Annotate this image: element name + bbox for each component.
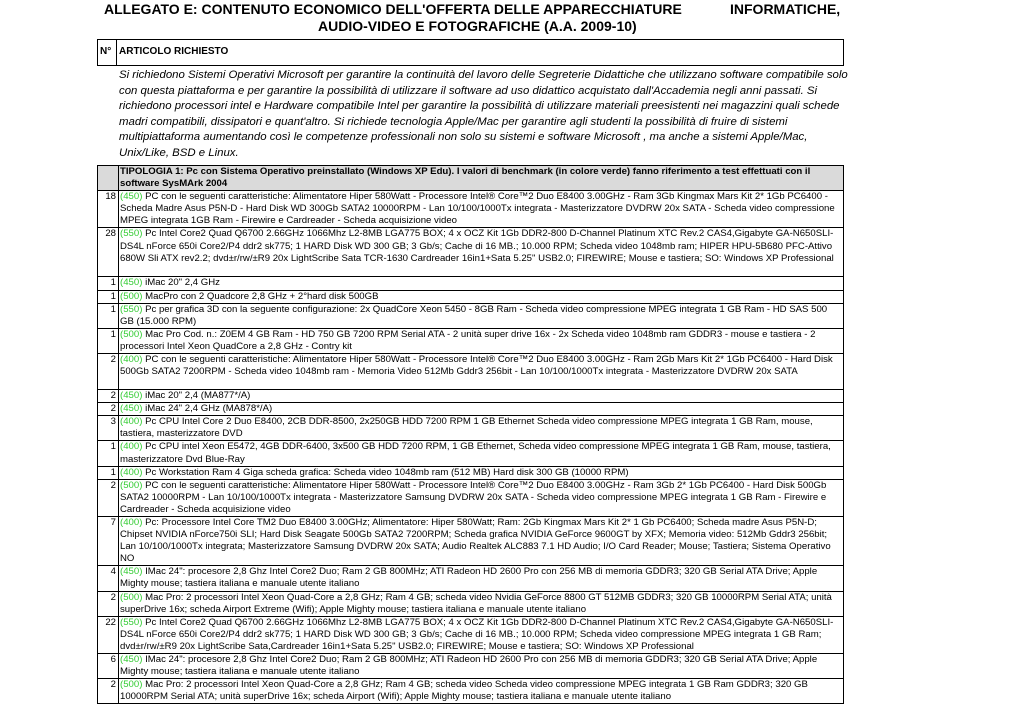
row-description	[119, 616, 844, 653]
row-description	[119, 479, 844, 516]
row-description	[119, 591, 844, 616]
header-number: N°	[98, 40, 117, 65]
description-text: iMac 24" 2,4 GHz (MA878*/A)	[145, 403, 273, 415]
benchmark-value: (500)	[120, 328, 143, 340]
benchmark-value: (400)	[120, 466, 143, 478]
row-quantity: 6	[98, 654, 119, 679]
description-text: Pc: Processore Intel Core TM2 Duo E8400 3.00GHz; Alimentatore: Hiper 580Watt; Ram: 2Gb Kingmax Mars Kit 2* 1 Gb PC6400; Scheda madre Asus P5N-D; Chipset NVIDIA nForce750i SLI; Hard Disk Seagate 500Gb SATA2 7200RPM; Scheda grafica NVIDIA GeForce 9600GT by XFX; Memoria video: 512Mb Gddr3 256bit; Lan 10/100/1000Tx integrata; Masterizzatore Samsung DVDRW 20x SATA; Audio Realtek ALC883 7.1 HD Audio; I/O Card Reader; Mouse; Tastiera; Sistema Operativo NO	[120, 516, 831, 565]
table-row	[98, 479, 844, 516]
description-text: iMac 20" 2,4 GHz	[145, 277, 220, 289]
row-description	[119, 403, 844, 416]
table-row	[98, 566, 844, 591]
row-quantity: 2	[98, 390, 119, 403]
row-description	[119, 654, 844, 679]
row-quantity: 2	[98, 354, 119, 390]
items-table	[97, 165, 844, 704]
row-quantity: 1	[98, 290, 119, 303]
table-row	[98, 354, 844, 390]
description-text: Pc CPU intel Xeon E5472, 4GB DDR-6400, 3x500 GB HDD 7200 RPM, 1 GB Ethernet, Scheda video compressione MPEG integrata 1 GB Ram, mouse, tastiera, masterizzatore Dvd Blue-Ray	[120, 441, 831, 465]
benchmark-value: (500)	[120, 679, 143, 691]
row-quantity: 1	[98, 277, 119, 290]
row-quantity: 7	[98, 516, 119, 565]
tipologia-text: TIPOLOGIA 1: Pc con Sistema Operativo preinstallato (Windows XP Edu). I valori di benchmark (in colore verde) fanno riferimento a test effettuati con il software SysMArk 2004	[119, 166, 844, 191]
table-row	[98, 403, 844, 416]
benchmark-value: (500)	[120, 290, 143, 302]
table-row	[98, 441, 844, 466]
table-row	[98, 277, 844, 290]
table-row	[98, 390, 844, 403]
row-description	[119, 228, 844, 277]
table-row	[98, 290, 844, 303]
title-line1-end: INFORMATICHE,	[730, 1, 841, 17]
row-description	[119, 466, 844, 479]
table-row	[98, 416, 844, 441]
description-text: PC con le seguenti caratteristiche: Alimentatore Hiper 580Watt - Processore Intel® Core™2 Duo E8400 3.00GHz - Ram 3Gb 2* 1Gb PC6400 - Hard Disk 500Gb SATA2 10000RPM - Lan 10/100/1000Tx integrata - Masterizzatore Samsung DVDRW 20x SATA - Scheda video compressione MPEG integrata 1 GB Ram - Firewire e Cardreader - Scheda acquisizione video	[120, 479, 827, 515]
row-quantity: 1	[98, 303, 119, 328]
row-quantity: 1	[98, 441, 119, 466]
table-row	[98, 616, 844, 653]
benchmark-value: (500)	[120, 591, 143, 603]
title-line2: AUDIO-VIDEO E FOTOGRAFICHE (A.A. 2009-10)	[318, 18, 637, 34]
benchmark-value: (550)	[120, 228, 143, 240]
row-quantity: 4	[98, 566, 119, 591]
row-description	[119, 416, 844, 441]
table-header	[97, 39, 844, 66]
description-text: Mac Pro: 2 processori Intel Xeon Quad-Core a 2,8 GHz; Ram 4 GB; scheda video Nvidia GeForce 8800 GT 512MB GDDR3; 320 GB 10000RPM Serial ATA; unità superDrive 16x; scheda Airport Extreme (Wifi); Apple Mighty mouse; tastiera italiana e manuale utente italiano	[120, 591, 832, 615]
benchmark-value: (400)	[120, 441, 143, 453]
intro-paragraph: Si richiedono Sistemi Operativi Microsoft per garantire la continuità del lavoro delle Segreterie Didattiche che utilizzano software compatibile solo con questa piattaforma e per garantire la possibilità di utilizzare il software ad uso didattico acquistato dall'Accademia negli anni passati. Si richiedono processori intel e Hardware compatibile Intel per garantire la possibilità di utilizzare materiali preesistenti nei magazzini quali schede madri compatibili, dissipatori e quant'altro. Si richiede tecnologia Apple/Mac per garantire agli studenti la possibilità di fruire di sistemi multipiattaforma aumentando così le competenze professionali non solo su sistemi e software Microsoft , ma anche a sistemi Apple/Mac, Unix/Like, BSD e Linux.	[119, 69, 848, 159]
description-text: Mac Pro Cod. n.: Z0EM 4 GB Ram - HD 750 GB 7200 RPM Serial ATA - 2 unità super drive 16x - 2x Scheda video 1048mb ram GDDR3 - mouse e tastiera - 2 processori Intel Xeon QuadCore a 2,8 GHz - Contry kit	[120, 328, 816, 352]
row-description	[119, 566, 844, 591]
row-quantity: 3	[98, 416, 119, 441]
row-quantity: 1	[98, 466, 119, 479]
row-description	[119, 290, 844, 303]
description-text: iMac 20" 2,4 (MA877*/A)	[145, 390, 251, 402]
row-quantity: 2	[98, 479, 119, 516]
benchmark-value: (550)	[120, 303, 143, 315]
row-quantity: 2	[98, 679, 119, 704]
table-row	[98, 228, 844, 277]
table-row	[98, 654, 844, 679]
description-text: Pc per grafica 3D con la seguente configurazione: 2x QuadCore Xeon 5450 - 8GB Ram - Scheda video compressione MPEG integrata 1 GB Ram - HD SAS 500 GB (15.000 RPM)	[120, 303, 828, 327]
row-description	[119, 328, 844, 353]
row-description	[119, 441, 844, 466]
row-description	[119, 354, 844, 390]
table-row	[98, 591, 844, 616]
table-row	[98, 303, 844, 328]
benchmark-value: (550)	[120, 616, 143, 628]
table-row	[98, 679, 844, 704]
table-row	[98, 516, 844, 565]
benchmark-value: (400)	[120, 354, 143, 366]
row-description	[119, 516, 844, 565]
title-line1: ALLEGATO E: CONTENUTO ECONOMICO DELL'OFFERTA DELLE APPARECCHIATURE	[104, 1, 682, 17]
description-text: Pc Workstation Ram 4 Giga scheda grafica: Scheda video 1048mb ram (512 MB) Hard disk 300 GB (10000 RPM)	[145, 466, 629, 478]
benchmark-value: (450)	[120, 191, 143, 203]
row-quantity: 2	[98, 591, 119, 616]
description-text: Mac Pro: 2 processori Intel Xeon Quad-Core a 2,8 GHz; Ram 4 GB; scheda video Scheda video compressione MPEG integrata 1 GB Ram GDDR3; 320 GB 10000RPM Serial ATA; unità superDrive 16x; scheda Airport (Wifi); Apple Mighty mouse; tastiera italiana e manuale utente italiano	[120, 679, 808, 703]
benchmark-value: (450)	[120, 277, 143, 289]
description-text: Pc Intel Core2 Quad Q6700 2.66GHz 1066Mhz L2-8MB LGA775 BOX; 4 x OCZ Kit 1Gb DDR2-800 D-Channel Platinum XTC Rev.2 CAS4,Gigabyte GA-N650SLI-DS4L nForce 650i Core2/P4 ddr2 sk775; 1 HARD Disk WD 300 GB; 3 Gb/s; Cache di 16 MB.; 10.000 RPM; Scheda video compressione MPEG integrata 1 GB Ram; dvd±r/rw/±R9 20x LightScribe Sata,Cardreader 16in1+Sata 5.25" USB2.0; FIREWIRE; Mouse e tastiera; SO: Windows XP Professional	[120, 616, 834, 652]
benchmark-value: (450)	[120, 403, 143, 415]
tipologia-row	[98, 166, 844, 191]
description-text: MacPro con 2 Quadcore 2,8 GHz + 2°hard disk 500GB	[145, 290, 379, 302]
row-description	[119, 277, 844, 290]
description-text: PC con le seguenti caratteristiche: Alimentatore Hiper 580Watt - Processore Intel® Core™2 Duo E8400 3.00GHz - Ram 2Gb Mars Kit 2* 1Gb PC6400 - Hard Disk 500Gb SATA2 7200RPM - Scheda video 1048mb ram - Memoria Video 512Mb Gddr3 256bit - Lan 10/100/1000Tx integrata - Masterizzatore DVDRW 20x SATA	[120, 354, 833, 378]
benchmark-value: (500)	[120, 479, 143, 491]
description-text: PC con le seguenti caratteristiche: Alimentatore Hiper 580Watt - Processore Intel® Core™2 Duo E8400 3.00GHz - Ram 3Gb Kingmax Mars Kit 2* 1Gb PC6400 - Scheda Madre Asus P5N-D - Hard Disk WD 300Gb SATA2 10000RPM - Lan 10/100/1000Tx integrata - Masterizzatore DVDRW 20x SATA - Scheda video compressione MPEG integrata 1GB Ram - Firewire e Cardreader - Scheda acquisizione video	[120, 191, 835, 227]
table-row	[98, 466, 844, 479]
description-text: Pc CPU Intel Core 2 Duo E8400, 2CB DDR-8500, 2x250GB HDD 7200 RPM 1 GB Ethernet Scheda video compressione MPEG integrata 1 GB Ram, mouse, tastiera, masterizzatore DVD	[120, 416, 813, 440]
row-quantity: 18	[98, 191, 119, 228]
row-quantity: 2	[98, 403, 119, 416]
tipologia-number	[98, 166, 119, 191]
row-description	[119, 191, 844, 228]
row-quantity: 28	[98, 228, 119, 277]
table-row	[98, 191, 844, 228]
benchmark-value: (450)	[120, 654, 143, 665]
benchmark-value: (450)	[120, 390, 143, 402]
row-quantity: 22	[98, 616, 119, 653]
description-text: Pc Intel Core2 Quad Q6700 2.66GHz 1066Mhz L2-8MB LGA775 BOX; 4 x OCZ Kit 1Gb DDR2-800 D-Channel Platinum XTC Rev.2 CAS4,Gigabyte GA-N650SLI-DS4L nForce 650i Core2/P4 ddr2 sk775; 1 HARD Disk WD 300 GB; 3 Gb/s; Cache di 16 MB.; 10.000 RPM; Scheda video 1048mb ram; HIPER HPU-5B680 PFC-Attivo 680W Sli ATX rev2.2; dvd±r/rw/±R9 20x LightScribe Sata TCR-1630 Cardreader 16in1+Sata 5.25" USB2.0; FIREWIRE; Mouse e tastiera; SO: Windows XP Professional	[120, 228, 834, 264]
table-row	[98, 328, 844, 353]
benchmark-value: (400)	[120, 416, 143, 428]
header-label: ARTICOLO RICHIESTO	[119, 46, 229, 57]
row-quantity: 1	[98, 328, 119, 353]
description-text: IMac 24": procesore 2,8 Ghz Intel Core2 Duo; Ram 2 GB 800MHz; ATI Radeon HD 2600 Pro con 256 MB di memoria GDDR3; 320 GB Serial ATA Drive; Apple Mighty mouse; tastiera italiana e manuale utente italiano	[120, 566, 818, 590]
row-description	[119, 303, 844, 328]
description-text: IMac 24": procesore 2,8 Ghz Intel Core2 Duo; Ram 2 GB 800MHz; ATI Radeon HD 2600 Pro con 256 MB di memoria GDDR3; 320 GB Serial ATA Drive; Apple Mighty mouse; tastiera italiana e manuale utente italiano	[120, 654, 818, 678]
row-description	[119, 390, 844, 403]
benchmark-value: (450)	[120, 566, 143, 578]
row-description	[119, 679, 844, 704]
benchmark-value: (400)	[120, 516, 143, 528]
